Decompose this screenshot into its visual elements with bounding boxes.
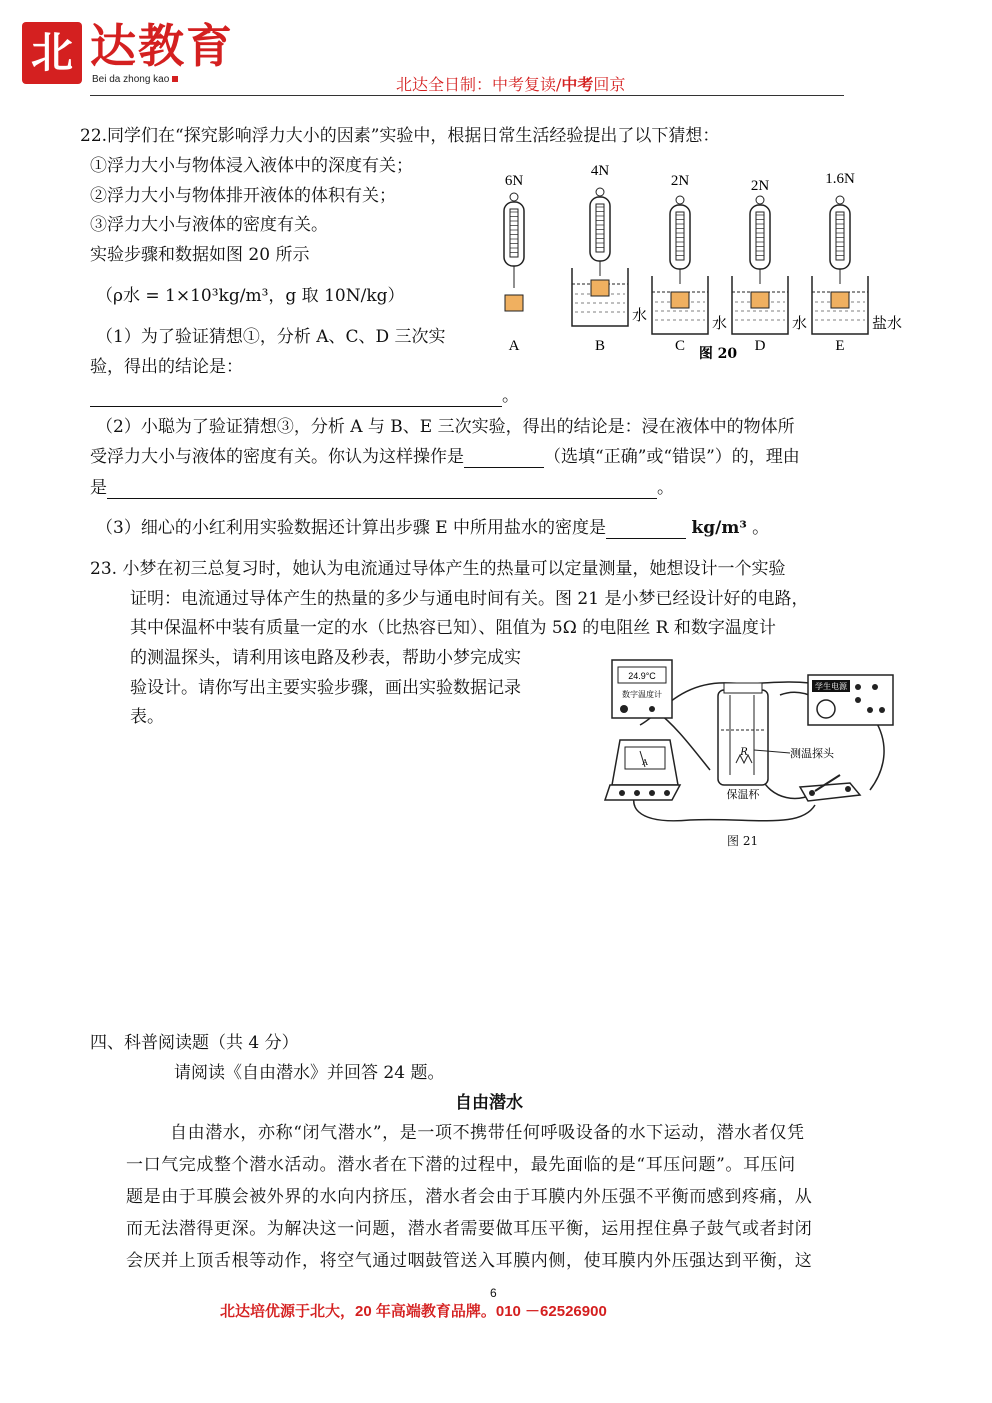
beaker — [572, 268, 628, 326]
scale-hook-ring — [596, 188, 604, 196]
thermometer-label: 数字温度计 — [622, 690, 662, 699]
scale-reading: 6N — [504, 173, 524, 189]
q22-part3: （3）细心的小红利用实验数据还计算出步骤 E 中所用盐水的密度是 kg/m³ 。 — [96, 518, 770, 538]
section-4-instruction: 请阅读《自由潜水》并回答 24 题。 — [174, 1063, 445, 1083]
metal-block — [505, 295, 523, 311]
header-rule — [90, 95, 844, 96]
figure-letter: A — [508, 338, 520, 354]
q22-hypothesis-3: ③浮力大小与液体的密度有关。 — [90, 215, 328, 235]
figure-letter: D — [754, 338, 766, 354]
q22-hypothesis-1: ①浮力大小与物体浸入液体中的深度有关； — [90, 156, 413, 176]
figure-letter: E — [835, 338, 845, 354]
logo-mark — [22, 22, 82, 84]
brand-name: 达教育 — [90, 19, 234, 73]
q22-part1-answer: 。 — [90, 385, 519, 407]
figure-21 — [600, 655, 910, 855]
cup-label: 保温杯 — [726, 788, 760, 801]
metal-block — [591, 280, 609, 296]
article-line-2: 一口气完成整个潜水活动。潜水者在下潜的过程中，最先面临的是“耳压问题”。耳压问 — [126, 1155, 796, 1175]
power-supply-label: 学生电源 — [815, 682, 847, 691]
scale-hook-ring — [756, 196, 764, 204]
metal-block — [831, 292, 849, 308]
q22-steps: 实验步骤和数据如图 20 所示 — [90, 245, 310, 265]
metal-block — [671, 292, 689, 308]
q23-line5: 验设计。请你写出主要实验步骤，画出实验数据记录 — [130, 678, 521, 698]
liquid-label: 水 — [712, 314, 728, 332]
liquid-label: 水 — [632, 306, 648, 324]
scale-hook-ring — [836, 196, 844, 204]
scale-reading: 4N — [590, 163, 610, 179]
article-line-1: 自由潜水，亦称“闭气潜水”，是一项不携带任何呼吸设备的水下运动，潜水者仅凭 — [170, 1123, 805, 1143]
q23-line6: 表。 — [130, 707, 164, 727]
answer-blank-density — [606, 520, 686, 539]
figure-20-caption: 图 20 — [698, 346, 738, 362]
article-title: 自由潜水 — [455, 1093, 523, 1113]
header-tagline: 北达全日制：中考复读/中考回京 — [396, 75, 626, 94]
q23-line1: 23. 小梦在初三总复习时，她认为电流通过导体产生的热量可以定量测量，她想设计一个实验 — [90, 559, 786, 579]
liquid-label: 水 — [792, 314, 808, 332]
figure-letter: B — [594, 338, 606, 354]
article-line-3: 题是由于耳膜会被外界的水向内挤压，潜水者会由于耳膜内外压强不平衡而感到疼痛，从 — [126, 1187, 813, 1207]
ammeter-label: A — [642, 758, 648, 767]
page-number: 6 — [490, 1286, 497, 1300]
article-line-5: 会厌并上顶舌根等动作，将空气通过咽鼓管送入耳膜内侧，使耳膜内外压强达到平衡，这 — [126, 1251, 813, 1271]
q22-part2-line1: （2）小聪为了验证猜想③，分析 A 与 B、E 三次实验，得出的结论是：浸在液体中的物体所 — [96, 417, 795, 437]
section-4-title: 四、科普阅读题（共 4 分） — [90, 1033, 299, 1053]
thermometer-readout: 24.9°C — [628, 671, 656, 681]
scale-reading: 2N — [750, 178, 770, 194]
scale-hook-ring — [676, 196, 684, 204]
q22-part1-line2: 验，得出的结论是： — [90, 357, 243, 377]
brand-subtitle: Bei da zhong kao — [92, 74, 178, 85]
resistor-label: R — [740, 747, 748, 758]
scale-reading: 2N — [670, 173, 690, 189]
q22-constants: （ρ水 = 1×10³kg/m³，g 取 10N/kg） — [96, 286, 405, 306]
footer-text: 北达培优源于北大，20 年高端教育品牌。010 －62526900 — [220, 1303, 607, 1320]
logo-char: 北 — [30, 28, 73, 77]
q22-intro: 22.同学们在“探究影响浮力大小的因素”实验中，根据日常生活经验提出了以下猜想： — [80, 126, 720, 146]
q23-line2: 证明：电流通过导体产生的热量的多少与通电时间有关。图 21 是小梦已经设计好的电路， — [130, 589, 809, 609]
article-line-4: 而无法潜得更深。为解决这一问题，潜水者需要做耳压平衡，运用捏住鼻子鼓气或者封闭 — [126, 1219, 813, 1239]
q22-hypothesis-2: ②浮力大小与物体排开液体的体积有关； — [90, 186, 396, 206]
answer-blank-correctness — [464, 449, 544, 468]
scale-reading: 1.6N — [825, 171, 855, 187]
q22-part2-line2: 受浮力大小与液体的密度有关。你认为这样操作是 （选填“正确”或“错误”）的，理由 — [90, 447, 800, 467]
q23-line4: 的测温探头，请利用该电路及秒表，帮助小梦完成实 — [130, 648, 521, 668]
figure-letter: C — [674, 338, 686, 354]
q22-part1-line1: （1）为了验证猜想①，分析 A、C、D 三次实 — [96, 327, 446, 347]
answer-blank-reason — [107, 480, 657, 499]
figure-21-caption: 图 21 — [727, 834, 759, 848]
scale-hook-ring — [510, 193, 518, 201]
probe-label: 测温探头 — [790, 747, 834, 760]
liquid-label: 盐水 — [872, 314, 903, 332]
q23-line3: 其中保温杯中装有质量一定的水（比热容已知）、阻值为 5Ω 的电阻丝 R 和数字温度计 — [130, 618, 776, 638]
q22-part2-line3: 是 。 — [90, 478, 674, 498]
metal-block — [751, 292, 769, 308]
figure-20 — [490, 160, 920, 370]
